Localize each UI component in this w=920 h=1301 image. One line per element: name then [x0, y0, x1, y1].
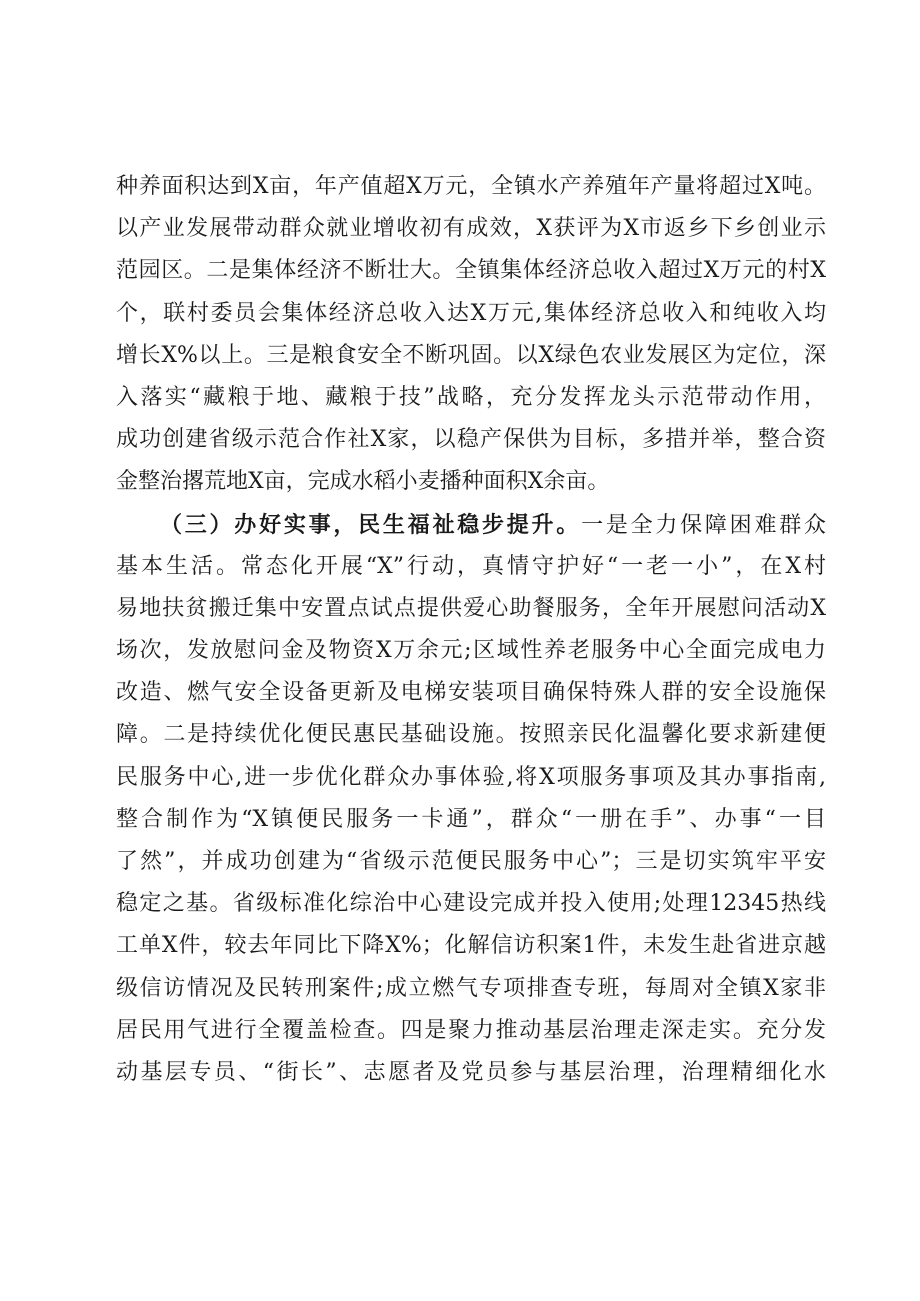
text-line: 入落实“藏粮于地、藏粮于技”战略，充分发挥龙头示范带动作用， [116, 384, 826, 410]
text-line: 种养面积达到X亩，年产值超X万元，全镇水产养殖年产量将超过X吨。 [116, 174, 826, 199]
text-line: 障。二是持续优化便民惠民基础设施。按照亲民化温馨化要求新建便 [116, 722, 826, 748]
text-line: 整合制作为“X镇便民服务一卡通”，群众“一册在手”、办事“一目 [116, 806, 826, 832]
text-line: 工单X件，较去年同比下降X%；化解信访积案1件，未发生赴省进京越 [116, 933, 826, 959]
section-heading-line: （三）办好实事，民生福祉稳步提升。一是全力保障困难群众 [160, 511, 826, 538]
body-text [116, 166, 826, 1094]
text-line: 成功创建省级示范合作社X家，以稳产保供为目标，多措并举，整合资 [116, 427, 826, 453]
text-line: 基本生活。常态化开展“X”行动，真情守护好“一老一小”，在X村 [116, 553, 826, 579]
text-line: 改造、燃气安全设备更新及电梯安装项目确保特殊人群的安全设施保 [116, 680, 826, 706]
text-line: 金整治撂荒地X亩，完成水稻小麦播种面积X余亩。 [116, 469, 610, 495]
text-line: 稳定之基。省级标准化综治中心建设完成并投入使用;处理12345热线 [116, 891, 826, 917]
text-line: 居民用气进行全覆盖检查。四是聚力推动基层治理走深走实。充分发 [116, 1017, 826, 1043]
text-line: 增长X%以上。三是粮食安全不断巩固。以X绿色农业发展区为定位，深 [116, 342, 826, 368]
text-line: 范园区。二是集体经济不断壮大。全镇集体经济总收入超过X万元的村X [116, 258, 826, 284]
text-line: 个，联村委员会集体经济总收入达X万元,集体经济总收入和纯收入均 [116, 300, 826, 326]
text-line: 以产业发展带动群众就业增收初有成效，X获评为X市返乡下乡创业示 [116, 216, 826, 242]
text-line: 场次，发放慰问金及物资X万余元;区域性养老服务中心全面完成电力 [116, 638, 826, 664]
text-line: 易地扶贫搬迁集中安置点试点提供爱心助餐服务，全年开展慰问活动X [116, 595, 826, 621]
text-line: 级信访情况及民转刑案件;成立燃气专项排查专班，每周对全镇X家非 [116, 975, 826, 1001]
text-line: 动基层专员、“街长”、志愿者及党员参与基层治理，治理精细化水 [116, 1059, 826, 1085]
text-line: 民服务中心,进一步优化群众办事体验,将X项服务事项及其办事指南, [116, 764, 826, 790]
section-heading: （三）办好实事，民生福祉稳步提升。 [160, 511, 582, 538]
text-line: 了然”，并成功创建为“省级示范便民服务中心”；三是切实筑牢平安 [116, 849, 826, 874]
